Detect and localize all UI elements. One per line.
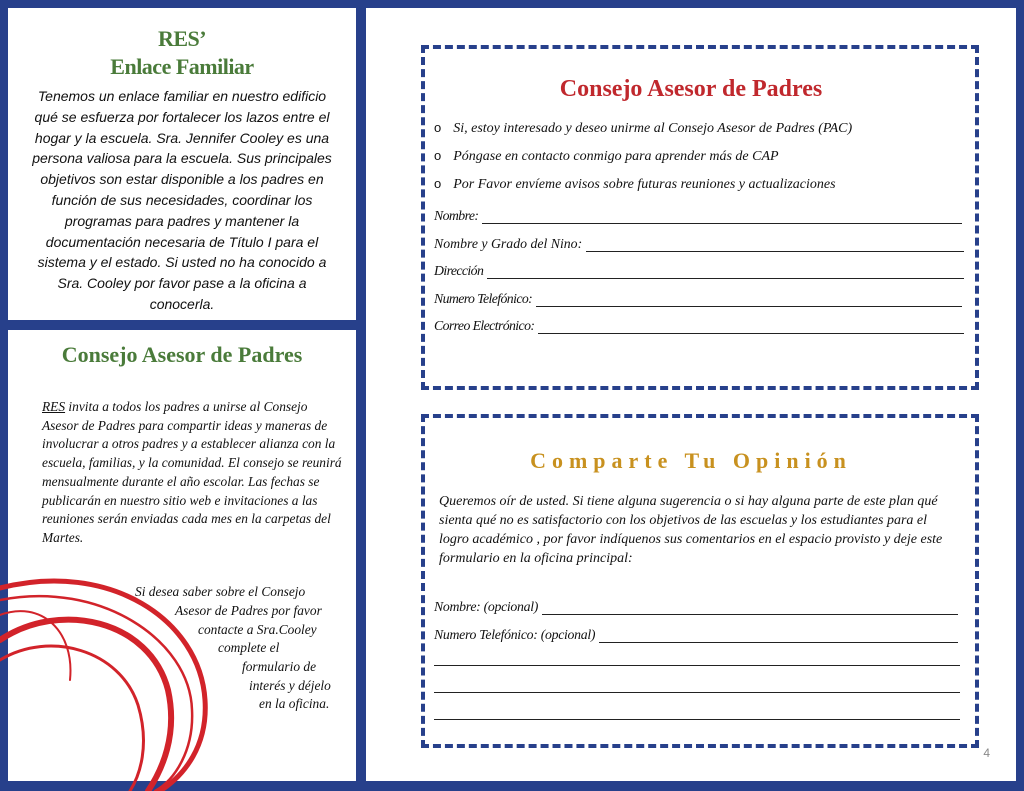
parent-council-heading: Consejo Asesor de Padres bbox=[61, 342, 303, 367]
comment-line[interactable] bbox=[434, 665, 960, 666]
child-name-grade-input-line[interactable] bbox=[586, 239, 964, 252]
family-liaison-panel bbox=[8, 8, 356, 320]
family-liaison-text: Tenemos un enlace familiar en nuestro edificio qué se esfuerza por fortalecer los lazos entre el hogar y la escuela. Sra. Jennifer Cooley es una persona valiosa para la escuela. Sus principales objetivos son estar disponible a los padres en función de sus necesidades, coordinar los programas para padres y mantener la documentación necesaria de Título I para el sistema y el estado. Si usted no ha conocido a Sra. Cooley por favor pase a la oficina a conocerla. bbox=[32, 88, 332, 312]
name-input-line[interactable] bbox=[482, 211, 962, 224]
child-name-grade-field[interactable]: Nombre y Grado del Nino: bbox=[434, 236, 964, 252]
parent-council-text bbox=[42, 398, 342, 548]
email-input-line[interactable] bbox=[538, 321, 964, 334]
optional-name-input-line[interactable] bbox=[542, 602, 958, 615]
address-input-line[interactable] bbox=[487, 266, 964, 279]
optional-name-field[interactable]: Nombre: (opcional) bbox=[434, 599, 958, 615]
contact-line: contacte a Sra.Cooley bbox=[198, 622, 317, 637]
family-liaison-heading: Enlace Familiar bbox=[110, 54, 254, 79]
share-form-text: Queremos oír de usted. Si tiene alguna sugerencia o si hay alguna parte de este plan qué sienta qué no es satisfactorio con los objetivos de las escuelas y los estudiantes para el logro académico , por favor indíquenos sus comentarios en el espacio provisto y deje este formulario en la oficina principal: bbox=[439, 494, 943, 566]
optional-phone-input-line[interactable] bbox=[599, 630, 958, 643]
page-number: 4 bbox=[983, 746, 990, 760]
pac-option-join[interactable]: o Si, estoy interesado y deseo unirme al Consejo Asesor de Padres (PAC) bbox=[434, 120, 853, 136]
contact-line: Asesor de Padres por favor bbox=[175, 603, 322, 618]
forms-panel bbox=[366, 8, 1016, 781]
pac-option-notices[interactable]: o Por Favor envíeme avisos sobre futuras reuniones y actualizaciones bbox=[434, 176, 836, 192]
phone-input-line[interactable] bbox=[536, 294, 962, 307]
contact-line: interés y déjelo bbox=[249, 678, 331, 693]
phone-field[interactable]: Numero Telefónico: bbox=[434, 291, 962, 307]
comment-line[interactable] bbox=[434, 719, 960, 720]
res-word: RES bbox=[42, 399, 66, 414]
checkbox-bullet-icon[interactable]: o bbox=[434, 176, 442, 191]
optional-phone-field[interactable]: Numero Telefónico: (opcional) bbox=[434, 627, 958, 643]
contact-line: formulario de bbox=[242, 659, 317, 674]
checkbox-bullet-icon[interactable]: o bbox=[434, 148, 442, 163]
address-field[interactable]: Dirección bbox=[434, 263, 964, 279]
pac-form-title: Consejo Asesor de Padres bbox=[559, 76, 823, 102]
share-form-title: Comparte Tu Opinión bbox=[530, 448, 852, 473]
contact-line: en la oficina. bbox=[259, 696, 330, 711]
res-title: RES’ bbox=[157, 26, 207, 51]
contact-line: complete el bbox=[218, 640, 280, 655]
email-field[interactable]: Correo Electrónico: bbox=[434, 318, 964, 334]
parent-council-body: invita a todos los padres a unirse al Consejo Asesor de Padres para compartir ideas y maneras de involucrar a otros padres y a establecer alianza con la escuela, familias, y la comunidad. El consejo se reunirá mensualmente durante el año escolar. Las fechas se publicarán en nuestro sitio web e invitaciones a las reuniones serán enviadas cada mes en la carpetas del Martes. bbox=[42, 399, 342, 545]
name-field[interactable]: Nombre: bbox=[434, 208, 962, 224]
parent-council-info-panel bbox=[8, 330, 356, 781]
checkbox-bullet-icon[interactable]: o bbox=[434, 120, 442, 135]
pac-option-contact[interactable]: o Póngase en contacto conmigo para aprender más de CAP bbox=[434, 148, 779, 164]
contact-line: Si desea saber sobre el Consejo bbox=[135, 584, 306, 599]
comment-line[interactable] bbox=[434, 692, 960, 693]
